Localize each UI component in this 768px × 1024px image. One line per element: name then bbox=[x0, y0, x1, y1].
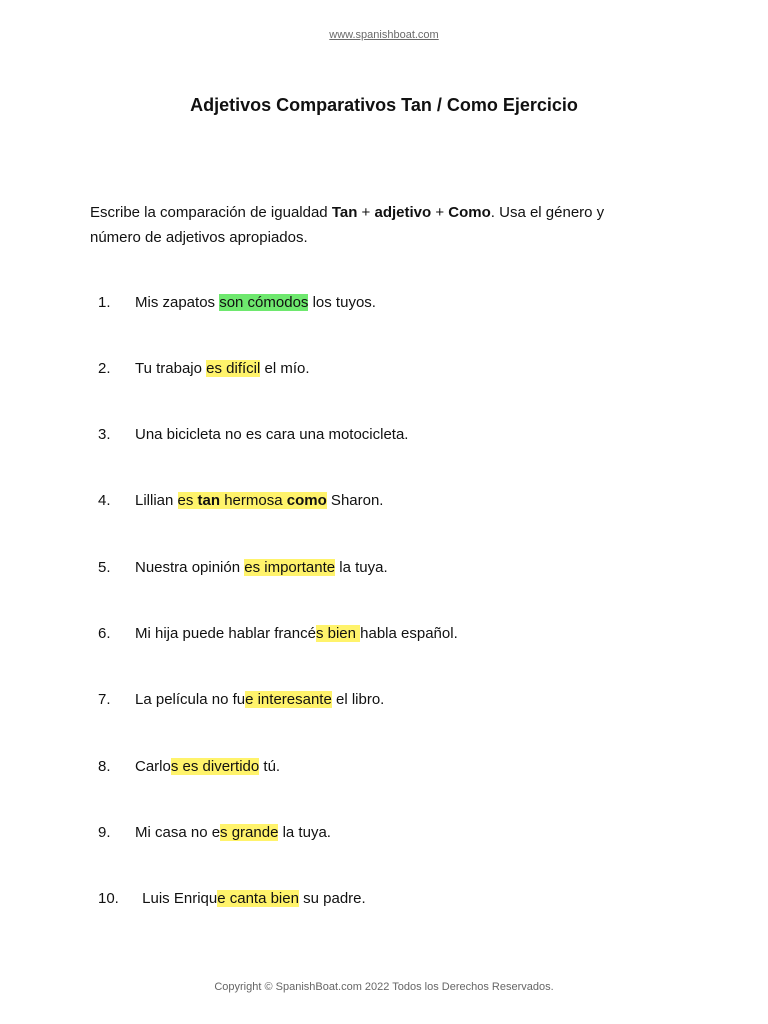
exercise-text: Una bicicleta no es cara una motocicleta. bbox=[135, 426, 409, 443]
exercise-number: 6. bbox=[98, 625, 111, 642]
exercise-item-6 bbox=[90, 623, 690, 644]
exercise-text-before: Luis Enriqu bbox=[138, 890, 218, 907]
exercise-item-1 bbox=[90, 292, 690, 313]
exercise-number: 3. bbox=[98, 426, 111, 443]
exercise-text-after: tú. bbox=[259, 758, 281, 775]
answer-part-adjective: hermosa bbox=[220, 492, 287, 509]
exercise-answer-highlight: e interesante bbox=[245, 691, 332, 708]
page-title: Adjetivos Comparativos Tan / Como Ejercicio bbox=[190, 95, 578, 115]
exercise-number: 4. bbox=[98, 492, 111, 509]
exercise-item-2 bbox=[90, 358, 690, 379]
exercise-text-before: Lillian bbox=[135, 492, 178, 509]
instructions-como: Como bbox=[448, 204, 491, 221]
instructions-paragraph bbox=[90, 200, 650, 250]
instructions-text-1: Escribe la comparación de igualdad bbox=[90, 204, 332, 221]
exercise-item-3 bbox=[90, 424, 690, 445]
exercise-number: 5. bbox=[98, 559, 111, 576]
instructions-text-2: . Usa el género y número de adjetivos apropiados. bbox=[90, 204, 605, 246]
exercise-item-9 bbox=[90, 822, 690, 843]
exercise-number: 7. bbox=[98, 691, 111, 708]
exercise-answer-highlight: s es divertido bbox=[170, 758, 260, 775]
exercise-number: 9. bbox=[98, 824, 111, 841]
exercise-answer-highlight: es importante bbox=[244, 559, 336, 576]
exercise-text-before: Tu trabajo bbox=[135, 360, 207, 377]
answer-part-tan: tan bbox=[197, 492, 221, 509]
exercise-text-after: la tuya. bbox=[335, 559, 388, 576]
exercise-answer-highlight: e canta bien bbox=[217, 890, 299, 907]
exercise-text-after: los tuyos. bbox=[308, 294, 376, 311]
exercise-item-5 bbox=[90, 557, 690, 578]
exercise-text-after: la tuya. bbox=[278, 824, 331, 841]
copyright-footer: Copyright © SpanishBoat.com 2022 Todos los Derechos Reservados. bbox=[214, 981, 554, 993]
exercise-text-before: Mi hija puede hablar francé bbox=[135, 625, 316, 642]
exercise-number: 2. bbox=[98, 360, 111, 377]
instructions-adjetivo: adjetivo bbox=[374, 204, 432, 221]
exercise-text-before: Carlo bbox=[135, 758, 171, 775]
exercise-item-7 bbox=[90, 689, 690, 710]
exercise-answer-highlight: s bien bbox=[315, 625, 361, 642]
site-url-link[interactable]: www.spanishboat.com bbox=[329, 29, 439, 41]
exercise-number: 10. bbox=[98, 890, 119, 907]
exercise-text-before: Mi casa no e bbox=[135, 824, 221, 841]
exercise-number: 8. bbox=[98, 758, 111, 775]
answer-part-es: es bbox=[177, 492, 198, 509]
exercise-item-10 bbox=[90, 888, 690, 909]
exercise-answer-highlight: s grande bbox=[220, 824, 279, 841]
exercise-item-8 bbox=[90, 756, 690, 777]
instructions-tan: Tan bbox=[331, 204, 358, 221]
exercise-text-before: Mis zapatos bbox=[135, 294, 220, 311]
exercise-text-after: el mío. bbox=[260, 360, 310, 377]
exercise-text-after: Sharon. bbox=[326, 492, 384, 509]
exercise-text-before: La película no fu bbox=[135, 691, 246, 708]
exercise-text-after: habla español. bbox=[360, 625, 458, 642]
exercise-text-after: el libro. bbox=[331, 691, 385, 708]
exercise-answer-highlight: es difícil bbox=[206, 360, 261, 377]
exercise-text-after: su padre. bbox=[298, 890, 366, 907]
instructions-plus-2: + bbox=[431, 204, 449, 221]
exercise-answer-highlight: son cómodos bbox=[219, 294, 309, 311]
exercise-text-before: Nuestra opinión bbox=[135, 559, 245, 576]
answer-part-como: como bbox=[286, 492, 327, 509]
exercise-answer-highlight bbox=[178, 492, 327, 509]
exercise-item-4 bbox=[90, 490, 690, 511]
instructions-plus-1: + bbox=[357, 204, 375, 221]
exercise-number: 1. bbox=[98, 294, 111, 311]
